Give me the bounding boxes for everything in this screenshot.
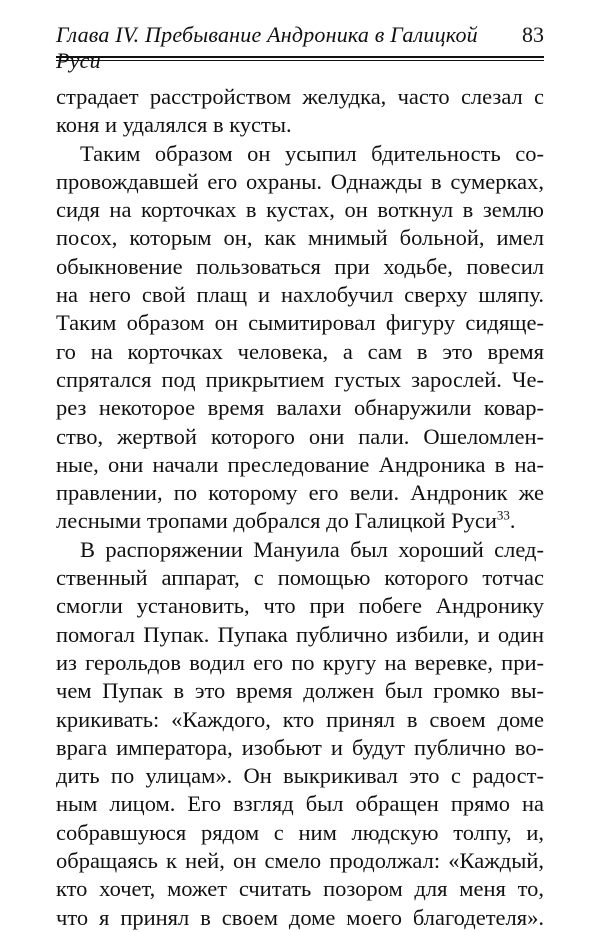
paragraph-1 <box>56 83 544 140</box>
text-line: помогал Пупак. Пупака публично избили, и один <box>56 621 544 647</box>
text-line-with-footnote: лесными тропами добрался до Галицкой Руси$^{33}$. <box>56 507 516 534</box>
running-head <box>56 22 544 73</box>
text-line: ным лицом. Его взгляд был обращен прямо на <box>56 791 544 817</box>
text-line: ные, они начали преследование Андроника в на- <box>56 451 544 477</box>
text-line: страдает расстройством желудка, часто слезал с <box>56 84 544 109</box>
text-line: Таким образом он усыпил бдительность со- <box>80 140 544 166</box>
book-page <box>56 22 544 932</box>
text-line: обыкновение пользоваться при ходьбе, повесил <box>56 253 544 279</box>
footnote-reference[interactable]: 33 <box>496 507 510 523</box>
text-line: крикивать: «Каждого, кто принял в своем доме <box>56 706 544 732</box>
text-line: собравшуюся рядом с ним людскую толпу, и, <box>56 819 544 845</box>
text-line: коня и удалялся в кусты. <box>56 112 292 138</box>
paragraph-3 <box>56 536 544 932</box>
text-line: В распоряжении Мануила был хороший след- <box>80 536 544 562</box>
text-line: сидя на корточках в кустах, он воткнул в землю <box>56 197 544 223</box>
text-line: обращаясь к ней, он смело продолжал: «Каждый, <box>56 848 544 874</box>
text-line: на него свой плащ и нахлобучил сверху шляпу. <box>56 282 544 308</box>
text-line: дить по улицам». Он выкрикивал это с радост- <box>56 763 544 789</box>
text-line: смогли установить, что при побеге Андронику <box>56 593 544 619</box>
text-line: кто хочет, может считать позором для меня то, <box>56 876 544 902</box>
chapter-running-title: Глава IV. Пребывание Андроника в Галицкой Руси <box>56 22 478 73</box>
text-line: спрятался под прикрытием густых зарослей. Че- <box>56 366 544 392</box>
text-line: что я принял в своем доме моего благодетеля». <box>56 904 544 930</box>
page-number: 83 <box>522 22 544 47</box>
body-text <box>56 83 544 932</box>
text-line: Таким образом он сымитировал фигуру сидяще- <box>56 310 544 336</box>
text-line: правлении, по которому его вели. Андроник же <box>56 480 544 506</box>
text-line: ственный аппарат, с помощью которого тотчас <box>56 565 544 591</box>
text-line: провождавшей его охраны. Однажды в сумерках, <box>56 168 544 194</box>
text-line: ство, жертвой которого они пали. Ошеломлен- <box>56 423 544 449</box>
text-line: го на корточках человека, а сам в это время <box>56 338 544 364</box>
text-line: посох, которым он, как мнимый больной, имел <box>56 225 544 251</box>
paragraph-2 <box>56 140 544 536</box>
text-line: рез некоторое время валахи обнаружили ковар- <box>56 395 544 421</box>
text-line: из герольдов водил его по кругу на веревке, при- <box>56 649 544 675</box>
text-line: врага императора, изобьют и будут публично во- <box>56 734 544 760</box>
text-line: лесными тропами добрался до Галицкой Руси <box>56 508 497 534</box>
text-line: чем Пупак в это время должен был громко вы- <box>56 678 544 704</box>
